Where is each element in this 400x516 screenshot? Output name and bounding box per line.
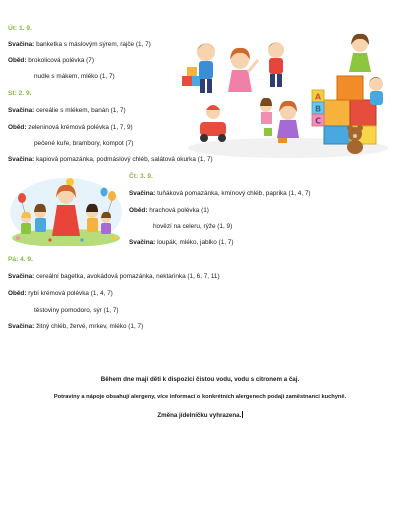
day-heading-wednesday: St: 2. 9. <box>8 90 32 97</box>
day-heading-thursday: Čt: 3. 9. <box>129 173 153 180</box>
note-allergens: Potraviny a nápoje obsahují alergeny, více informací o konkrétních alergenech podají zaměstnanci kuchyně. <box>53 394 347 400</box>
meal-wednesday-main: pečené kuře, brambory, kompot (7) <box>34 140 134 147</box>
meal-thursday-afternoon-snack: Svačina: loupák, mléko, jablko (1, 7) <box>129 239 234 246</box>
meal-wednesday-afternoon-snack: Svačina: kapiová pomazánka, podmáslový chléb, salátová okurka (1, 7) <box>8 156 213 163</box>
meal-thursday-snack: Svačina: tuňáková pomazánka, kmínový chléb, paprika (1, 4, 7) <box>129 190 311 197</box>
meal-tuesday-main: nudle s mákem, mléko (1, 7) <box>34 73 115 80</box>
kids-playing-clipart <box>178 30 390 162</box>
meal-friday-lunch: Oběd: rybí krémová polévka (1, 4, 7) <box>8 290 113 297</box>
meal-wednesday-snack: Svačina: cereálie s mlékem, banán (1, 7) <box>8 107 126 114</box>
block-letter: C <box>315 116 321 126</box>
day-heading-tuesday: Út: 1. 9. <box>8 25 32 32</box>
meal-thursday-main: hovězí na celeru, rýže (1, 9) <box>153 223 233 230</box>
block-letter: B <box>314 104 322 114</box>
block-letter: A <box>314 92 322 102</box>
teacher-with-kids-clipart <box>10 172 122 246</box>
meal-friday-main: těstoviny pomodoro, sýr (1, 7) <box>34 307 119 314</box>
meal-friday-snack: Svačina: cereální bagetka, avokádová pomazánka, nektarinka (1, 6, 7, 11) <box>8 273 220 280</box>
meal-thursday-lunch: Oběd: hrachová polévka (1) <box>129 207 209 214</box>
note-water: Během dne mají děti k dispozici čistou vodu, vodu s citronem a čaj. <box>100 376 300 383</box>
text-cursor <box>242 411 243 418</box>
meal-wednesday-lunch: Oběd: zeleninová krémová polévka (1, 7, 9) <box>8 124 133 131</box>
meal-friday-afternoon-snack: Svačina: žitný chléb, žervé, mrkev, mléko (1, 7) <box>8 323 144 330</box>
note-menu-change: Změna jídelníčku vyhrazena. <box>157 412 242 419</box>
meal-tuesday-snack: Svačina: banketka s máslovým sýrem, rajče (1, 7) <box>8 41 151 48</box>
day-heading-friday: Pá: 4. 9. <box>8 256 33 263</box>
meal-tuesday-lunch: Oběd: brokolicová polévka (7) <box>8 57 94 64</box>
